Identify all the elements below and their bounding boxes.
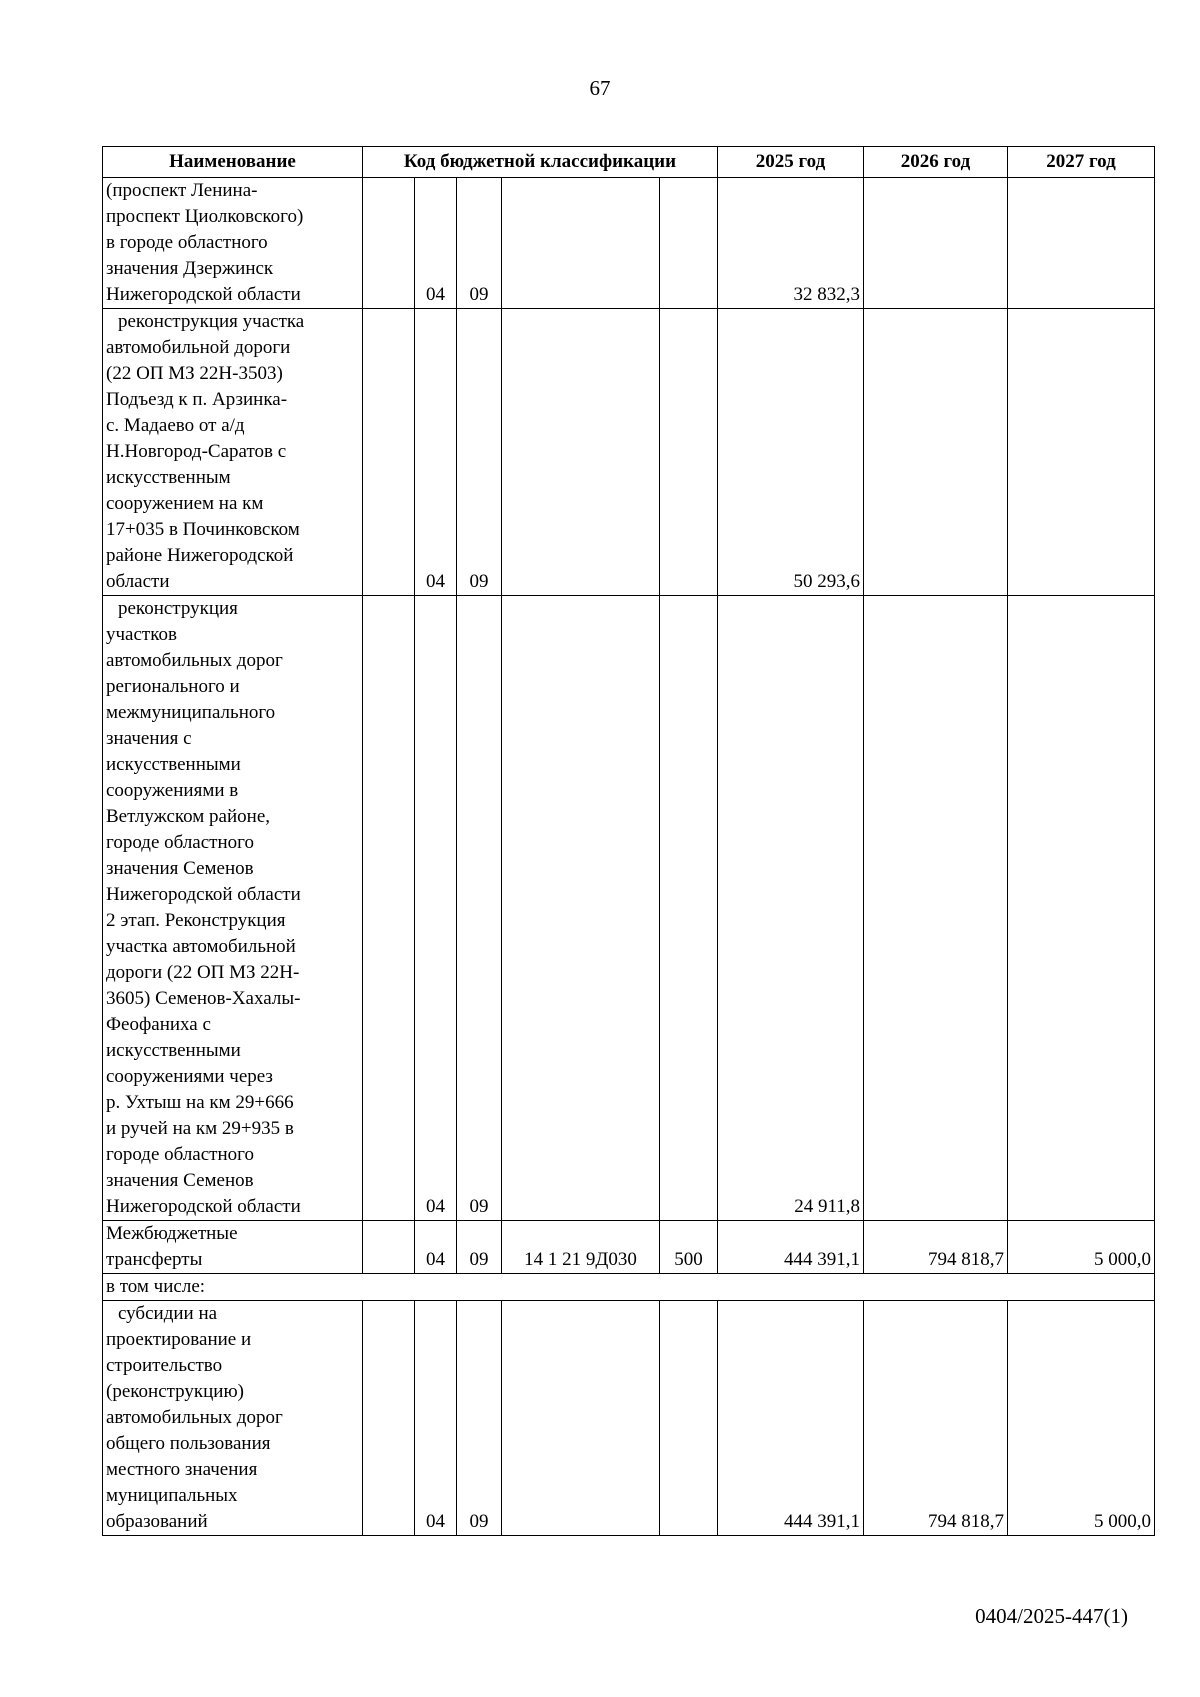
row-name: (проспект Ленина- проспект Циолковского) в городе областного значения Дзержинск Нижегородской области	[103, 178, 363, 309]
value-2027: 5 000,0	[1008, 1301, 1155, 1536]
code-target	[502, 309, 660, 596]
row-name: реконструкция участков автомобильных дорог регионального и межмуниципального значения с искусственными сооружениями в Ветлужском районе, городе областного значения Семенов Нижегородской области 2 этап. Реконструкция участка автомобильной дороги (22 ОП МЗ 22Н- 3605) Семенов-Хахалы- Феофаниха с искусственными сооружениями через р. Ухтыш на км 29+666 и ручей на км 29+935 в городе областного значения Семенов Нижегородской области	[103, 596, 363, 1221]
header-2026: 2026 год	[864, 147, 1008, 178]
document-code: 0404/2025-447(1)	[975, 1604, 1128, 1628]
header-2025: 2025 год	[718, 147, 864, 178]
code-section: 04	[415, 178, 457, 309]
code-section: 04	[415, 1221, 457, 1274]
table-row	[103, 1301, 1155, 1536]
value-2025: 444 391,1	[718, 1221, 864, 1274]
code-subsection: 09	[457, 178, 502, 309]
code-section: 04	[415, 1301, 457, 1536]
value-2025: 444 391,1	[718, 1301, 864, 1536]
table-row	[103, 178, 1155, 309]
code-target	[502, 1301, 660, 1536]
value-2027: 5 000,0	[1008, 1221, 1155, 1274]
code-subsection: 09	[457, 309, 502, 596]
budget-table	[102, 146, 1155, 1536]
code-subsection: 09	[457, 596, 502, 1221]
header-code: Код бюджетной классификации	[363, 147, 718, 178]
value-2025: 50 293,6	[718, 309, 864, 596]
value-2026: 794 818,7	[864, 1301, 1008, 1536]
code-expense-type	[660, 596, 718, 1221]
code-expense-type: 500	[660, 1221, 718, 1274]
value-2027	[1008, 309, 1155, 596]
code-target: 14 1 21 9Д030	[502, 1221, 660, 1274]
value-2027	[1008, 596, 1155, 1221]
header-2027: 2027 год	[1008, 147, 1155, 178]
code-cell	[363, 1301, 415, 1536]
row-name: в том числе:	[103, 1274, 1155, 1301]
table-row	[103, 309, 1155, 596]
table-header-row	[103, 147, 1155, 178]
table-row	[103, 1221, 1155, 1274]
value-2026	[864, 309, 1008, 596]
code-cell	[363, 596, 415, 1221]
value-2025: 32 832,3	[718, 178, 864, 309]
code-section: 04	[415, 309, 457, 596]
value-2027	[1008, 178, 1155, 309]
code-target	[502, 596, 660, 1221]
value-2026	[864, 178, 1008, 309]
page-number: 67	[589, 76, 611, 100]
code-cell	[363, 1221, 415, 1274]
value-2026: 794 818,7	[864, 1221, 1008, 1274]
code-expense-type	[660, 309, 718, 596]
header-name: Наименование	[103, 147, 363, 178]
table-row	[103, 596, 1155, 1221]
code-cell	[363, 309, 415, 596]
code-target	[502, 178, 660, 309]
code-expense-type	[660, 178, 718, 309]
code-subsection: 09	[457, 1301, 502, 1536]
value-2026	[864, 596, 1008, 1221]
code-cell	[363, 178, 415, 309]
code-subsection: 09	[457, 1221, 502, 1274]
code-expense-type	[660, 1301, 718, 1536]
row-name: Межбюджетные трансферты	[103, 1221, 363, 1274]
row-name: реконструкция участка автомобильной дороги (22 ОП МЗ 22Н-3503) Подъезд к п. Арзинка- с. Мадаево от а/д Н.Новгород-Саратов с искусственным сооружением на км 17+035 в Починковском районе Нижегородской области	[103, 309, 363, 596]
row-name: субсидии на проектирование и строительство (реконструкцию) автомобильных дорог общего пользования местного значения муниципальных образований	[103, 1301, 363, 1536]
code-section: 04	[415, 596, 457, 1221]
value-2025: 24 911,8	[718, 596, 864, 1221]
table-row	[103, 1274, 1155, 1301]
